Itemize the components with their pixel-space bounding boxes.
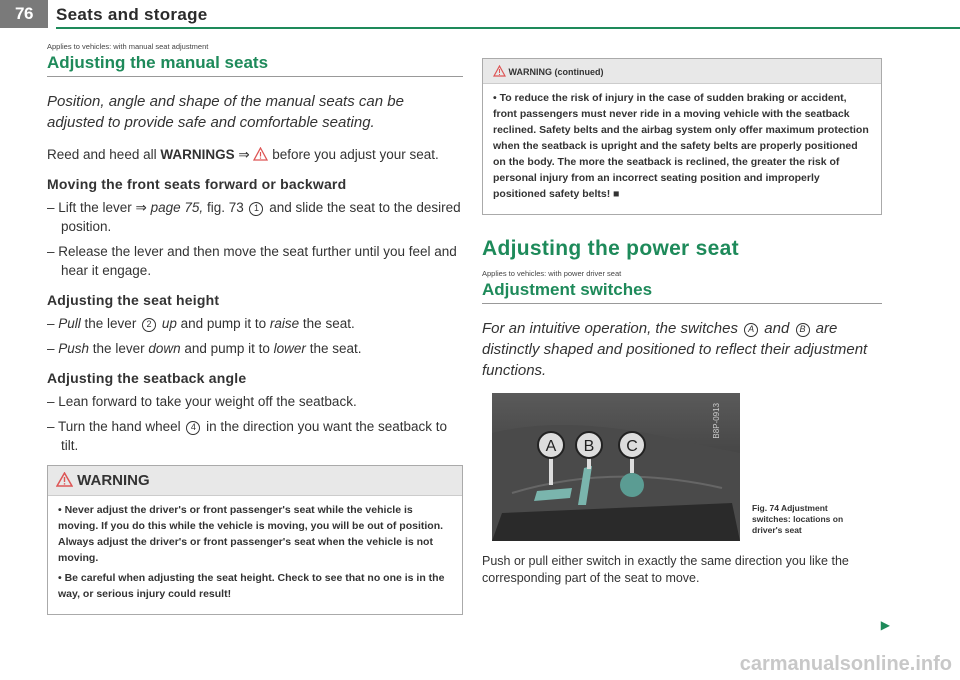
section-intro: Position, angle and shape of the manual seats can be adjusted to provide safe and comfortable seating. (47, 93, 404, 131)
header-divider (56, 27, 960, 29)
applies-note: Applies to vehicles: with manual seat adjustment (47, 42, 209, 51)
list-item: – Turn the hand wheel 4 in the direction you want the seatback to tilt. (47, 419, 448, 453)
page-header-title: Seats and storage (56, 5, 208, 24)
continue-arrow-icon: ▶ (880, 618, 890, 632)
steps-seat-height (47, 314, 463, 358)
section-intro: For an intuitive operation, the switches A and B are distinctly shaped and positioned to reflect their adjustment functions. (482, 320, 868, 379)
list-item: – Lean forward to take your weight off the seatback. (47, 394, 357, 409)
callout-a (538, 432, 564, 458)
switch-description: Push or pull either switch in exactly the same direction you like the corresponding part of the seat to move. (482, 554, 849, 585)
figure-caption: Fig. 74 Adjustment switches: locations on driver's seat (752, 503, 844, 535)
callout-number: 2 (142, 318, 156, 332)
page-number: 76 (0, 0, 48, 28)
warning-header: WARNING (48, 466, 462, 496)
callout-c (619, 432, 645, 458)
list-item: – Release the lever and then move the seat further until you feel and hear it engage. (47, 244, 457, 278)
steps-seatback-angle (47, 392, 463, 455)
warning-item: • To reduce the risk of injury in the case of sudden braking or accident, front passengers must never ride in a moving vehicle with the seatback reclined. Safety belts and the airbag system only offer maximum protection when the seatback is upright and the safety belts are properly positioned on the body. The more the seatback is reclined, the greater the risk of personal injury from an incorrect seating position and improperly positioned safety belts! ■ (493, 92, 869, 200)
callout-b (576, 432, 602, 458)
subheading-seatback-angle: Adjusting the seatback angle (47, 370, 247, 386)
warning-triangle-icon (56, 472, 73, 487)
figure-code: B8P-0913 (712, 403, 721, 439)
left-column (47, 42, 463, 615)
right-column (482, 58, 882, 599)
watermark: carmanualsonline.info (739, 653, 952, 675)
subheading-forward-backward: Moving the front seats forward or backward (47, 176, 347, 192)
seat-switches-illustration (492, 393, 740, 541)
applies-note: Applies to vehicles: with power driver seat (482, 269, 622, 278)
warning-box (47, 465, 463, 615)
callout-number: 1 (249, 202, 263, 216)
list-item: – Lift the lever ⇒ page 75, fig. 73 1 and slide the seat to the desired position. (47, 200, 461, 234)
svg-text:A: A (545, 438, 557, 455)
list-item: – Push the lever down and pump it to lower the seat. (47, 341, 362, 356)
warning-triangle-icon (253, 147, 268, 161)
warning-item: • Never adjust the driver's or front passenger's seat while the vehicle is moving. If you do this while the vehicle is moving, you will be out of position. Always adjust the driver's or front passenger's seat when the vehicle is not moving. (58, 504, 444, 564)
chapter-heading-power-seat: Adjusting the power seat (482, 237, 739, 260)
svg-text:C: C (626, 438, 638, 455)
callout-letter: B (796, 323, 810, 337)
warning-continued-box (482, 58, 882, 215)
svg-text:B: B (583, 438, 595, 455)
warning-reference-text: Reed and heed all WARNINGS ⇒ before you adjust your seat. (47, 147, 439, 162)
subheading-seat-height: Adjusting the seat height (47, 292, 220, 308)
warning-body (48, 496, 462, 614)
section-heading-manual-seats: Adjusting the manual seats (47, 53, 463, 77)
warning-continued-header: WARNING (continued) (483, 59, 881, 84)
list-item: – Pull the lever 2 up and pump it to raise the seat. (47, 316, 355, 331)
steps-forward-backward (47, 198, 463, 280)
figure-74 (482, 393, 882, 543)
warning-continued-body (483, 84, 881, 214)
section-heading-adjustment-switches: Adjustment switches (482, 280, 882, 304)
callout-letter: A (744, 323, 758, 337)
callout-number: 4 (186, 421, 200, 435)
warning-triangle-icon (493, 65, 506, 77)
warning-item: • Be careful when adjusting the seat height. Check to see that no one is in the way, or serious injury could result! (58, 572, 445, 600)
